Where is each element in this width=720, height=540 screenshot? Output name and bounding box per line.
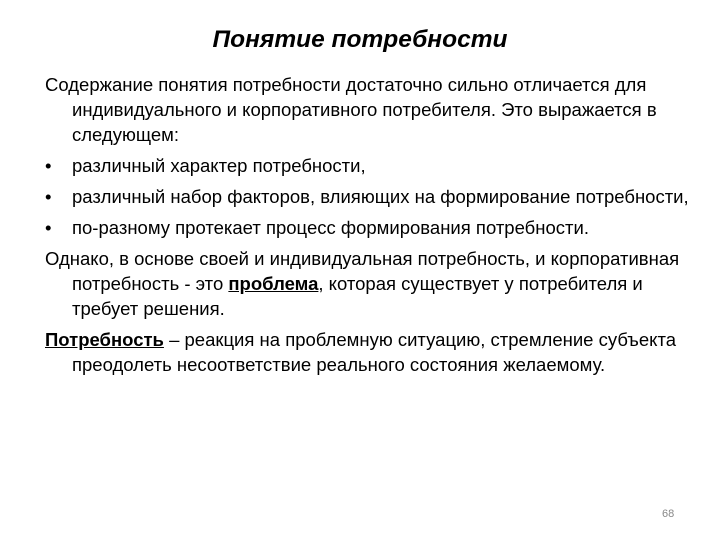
bullet-list — [45, 153, 705, 240]
bullet-text: различный характер потребности, — [72, 155, 366, 176]
bullet-text: по-разному протекает процесс формирования потребности. — [72, 217, 589, 238]
slide-title: Понятие потребности — [212, 26, 508, 53]
bullet-icon: • — [45, 186, 52, 207]
bullet-icon: • — [45, 217, 52, 238]
problem-term: проблема — [228, 273, 319, 294]
problem-text-before: Однако, в основе своей и индивидуальная потребность, и корпоративная потребность - это — [45, 248, 680, 294]
intro-paragraph: Содержание понятия потребности достаточно сильно отличается для индивидуального и корпоративного потребителя. Это выражается в следующем: — [45, 74, 657, 145]
definition-term: Потребность — [45, 329, 164, 350]
definition-paragraph — [45, 327, 705, 377]
definition-text: – реакция на проблемную ситуацию, стремление субъекта преодолеть несоответствие реального состояния желаемому. — [72, 329, 677, 375]
bullet-icon: • — [45, 155, 52, 176]
page-number: 68 — [662, 508, 675, 520]
bullet-item — [45, 215, 705, 240]
bullet-item — [45, 184, 705, 209]
problem-text-after: , которая существует у потребителя и требует решения. — [72, 273, 643, 319]
slide-body — [45, 72, 705, 383]
bullet-item — [45, 153, 705, 178]
bullet-text: различный набор факторов, влияющих на формирование потребности, — [72, 186, 689, 207]
problem-paragraph — [45, 246, 705, 321]
